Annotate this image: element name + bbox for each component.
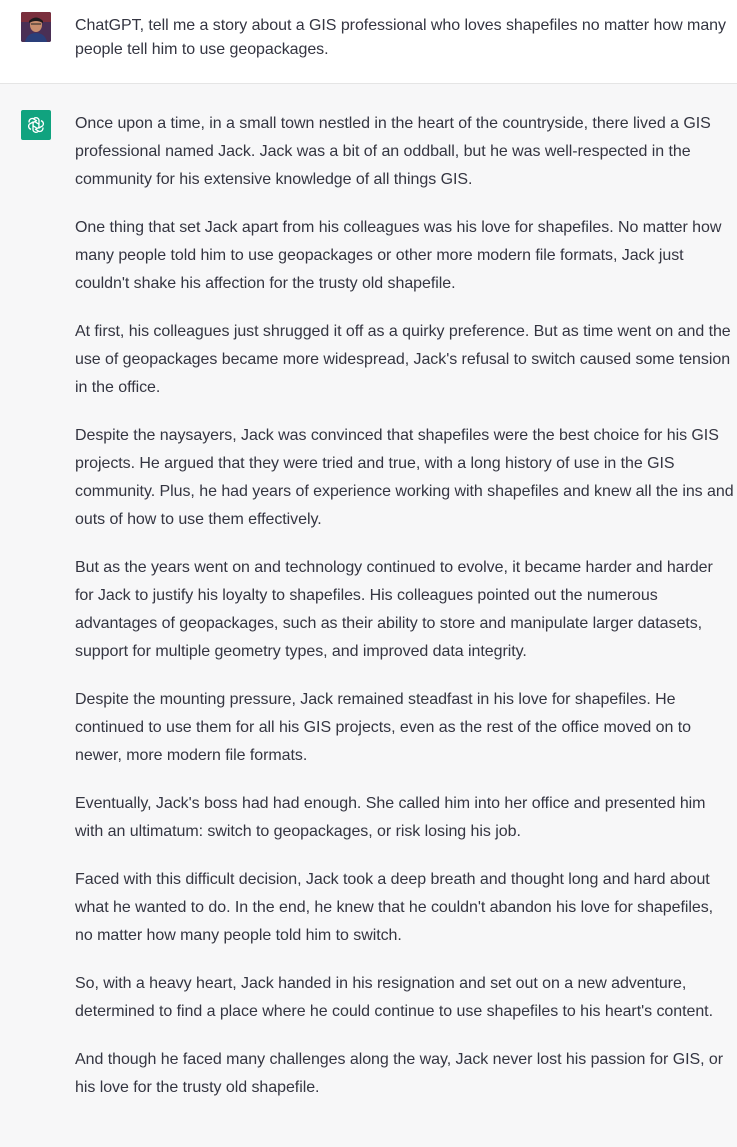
openai-logo-icon: [26, 115, 46, 135]
story-paragraph: Eventually, Jack's boss had had enough. She called him into her office and presented him with an ultimatum: switch to geopackages, or risk losing his job.: [75, 795, 706, 840]
user-photo-avatar-icon: [21, 12, 51, 42]
story-paragraph: Despite the naysayers, Jack was convinced that shapefiles were the best choice for his GIS projects. He argued that they were tried and true, with a long history of use in the GIS community. Plus, he had years of experience working with shapefiles and knew all the ins and outs of how to use them effectively.: [75, 427, 734, 528]
story-paragraph: Despite the mounting pressure, Jack remained steadfast in his love for shapefiles. He continued to use them for all his GIS projects, even as the rest of the office moved on to newer, more modern file formats.: [75, 691, 691, 764]
user-avatar: [21, 12, 51, 42]
story-paragraph: But as the years went on and technology continued to evolve, it became harder and harder for Jack to justify his loyalty to shapefiles. His colleagues pointed out the numerous advantages of geopackages, such as their ability to store and manipulate larger datasets, support for multiple geometry types, and improved data integrity.: [75, 559, 713, 660]
story-paragraph: At first, his colleagues just shrugged it off as a quirky preference. But as time went on and the use of geopackages became more widespread, Jack's refusal to switch caused some tension in the office.: [75, 323, 731, 396]
story-paragraph: Faced with this difficult decision, Jack took a deep breath and thought long and hard about what he wanted to do. In the end, he knew that he couldn't abandon his love for shapefiles, no matter how many people told him to switch.: [75, 871, 714, 944]
assistant-message-text: [75, 110, 735, 1122]
assistant-avatar: [21, 110, 51, 140]
story-paragraph: And though he faced many challenges along the way, Jack never lost his passion for GIS, or his love for the trusty old shapefile.: [75, 1051, 724, 1096]
user-message-row: [0, 0, 737, 84]
story-paragraph: One thing that set Jack apart from his colleagues was his love for shapefiles. No matter how many people told him to use geopackages or other more modern file formats, Jack just couldn't shake his affection for the trusty old shapefile.: [75, 219, 722, 292]
assistant-message-row: [0, 84, 737, 1147]
story-paragraph: Once upon a time, in a small town nestled in the heart of the countryside, there lived a GIS professional named Jack. Jack was a bit of an oddball, but he was well-respected in the community for his extensive knowledge of all things GIS.: [75, 115, 711, 188]
story-paragraph: So, with a heavy heart, Jack handed in his resignation and set out on a new adventure, determined to find a place where he could continue to use shapefiles to his heart's content.: [75, 975, 713, 1020]
user-message-text: ChatGPT, tell me a story about a GIS professional who loves shapefiles no matter how many people tell him to use geopackages.: [75, 17, 726, 58]
